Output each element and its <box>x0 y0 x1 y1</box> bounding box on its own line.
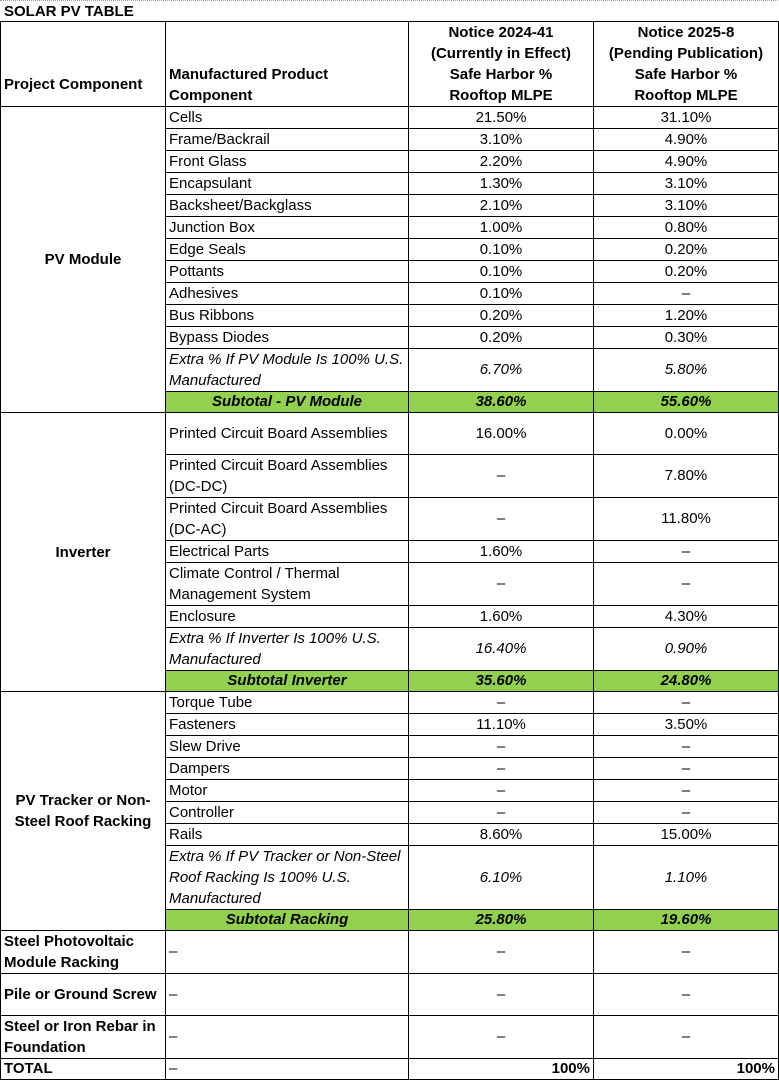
subtotal-value-2024-41: 35.60% <box>409 671 594 692</box>
value-2024-41-cell: 0.10% <box>409 239 594 261</box>
solar-pv-table <box>0 21 779 1080</box>
value-2025-8-cell: 3.10% <box>594 173 779 195</box>
component-cell: Encapsulant <box>166 173 409 195</box>
component-cell: Bus Ribbons <box>166 305 409 327</box>
value-2024-41-cell: 1.60% <box>409 541 594 563</box>
extra-component-cell: Extra % If Inverter Is 100% U.S. Manufactured <box>166 628 409 671</box>
group-name-pv-tracker-or-non-steel-roof-racking: PV Tracker or Non-Steel Roof Racking <box>1 692 166 931</box>
header-row-columns <box>1 64 779 107</box>
table-row <box>1 413 779 455</box>
project-component-header: Project Component <box>1 64 166 107</box>
value-2025-8-cell: – <box>594 692 779 714</box>
col1-scope: Rooftop MLPE <box>449 87 553 104</box>
component-cell: Frame/Backrail <box>166 129 409 151</box>
value-2025-8-cell: 0.00% <box>594 413 779 455</box>
value-2025-8-cell: 3.10% <box>594 195 779 217</box>
value-2025-8-cell: 4.90% <box>594 151 779 173</box>
value-2025-8-cell: 31.10% <box>594 107 779 129</box>
value-2025-8-cell: – <box>594 780 779 802</box>
table-row <box>1 1016 779 1059</box>
component-cell: – <box>166 1016 409 1059</box>
value-2024-41-cell: – <box>409 974 594 1016</box>
component-cell: Adhesives <box>166 283 409 305</box>
table-row <box>1 974 779 1016</box>
value-2024-41-cell: 1.30% <box>409 173 594 195</box>
value-2025-8-cell: 0.30% <box>594 327 779 349</box>
header-blank-project <box>1 22 166 65</box>
value-2025-8-cell: 0.80% <box>594 217 779 239</box>
subtotal-value-2024-41: 25.80% <box>409 910 594 931</box>
component-cell: Printed Circuit Board Assemblies (DC-DC) <box>166 455 409 498</box>
value-2025-8-cell: 1.10% <box>594 846 779 910</box>
subtotal-label: Subtotal Racking <box>166 910 409 931</box>
value-2025-8-cell: 11.80% <box>594 498 779 541</box>
value-2025-8-cell: 0.90% <box>594 628 779 671</box>
subtotal-label: Subtotal Inverter <box>166 671 409 692</box>
component-cell: Climate Control / Thermal Management System <box>166 563 409 606</box>
value-2024-41-cell: – <box>409 1016 594 1059</box>
value-2024-41-cell: – <box>409 455 594 498</box>
col1-metric: Safe Harbor % <box>449 66 553 83</box>
col1-metric-header <box>409 64 594 107</box>
component-cell: Front Glass <box>166 151 409 173</box>
total-label: TOTAL <box>1 1059 166 1080</box>
component-cell: Rails <box>166 824 409 846</box>
value-2024-41-cell: – <box>409 563 594 606</box>
value-2024-41-cell: 2.10% <box>409 195 594 217</box>
value-2025-8-cell: 0.20% <box>594 239 779 261</box>
value-2024-41-cell: 21.50% <box>409 107 594 129</box>
col2-metric: Safe Harbor % <box>634 66 738 83</box>
value-2025-8-cell: – <box>594 541 779 563</box>
manufactured-header-line2: Component <box>169 87 253 104</box>
value-2024-41-cell: – <box>409 498 594 541</box>
value-2024-41-cell: 1.60% <box>409 606 594 628</box>
value-2025-8-cell: – <box>594 758 779 780</box>
component-cell: Bypass Diodes <box>166 327 409 349</box>
component-cell: Enclosure <box>166 606 409 628</box>
value-2024-41-cell: 8.60% <box>409 824 594 846</box>
extra-component-cell: Extra % If PV Module Is 100% U.S. Manufactured <box>166 349 409 392</box>
col2-metric-header <box>594 64 779 107</box>
value-2025-8-cell: – <box>594 563 779 606</box>
manufactured-component-header <box>166 64 409 107</box>
header-blank-component <box>166 22 409 65</box>
group-name-inverter: Inverter <box>1 413 166 692</box>
col1-notice-header <box>409 22 594 65</box>
subtotal-label: Subtotal - PV Module <box>166 392 409 413</box>
col2-notice-header <box>594 22 779 65</box>
value-2025-8-cell: 0.20% <box>594 261 779 283</box>
value-2025-8-cell: – <box>594 802 779 824</box>
component-cell: Slew Drive <box>166 736 409 758</box>
single-project-component: Steel or Iron Rebar in Foundation <box>1 1016 166 1059</box>
value-2025-8-cell: 5.80% <box>594 349 779 392</box>
value-2024-41-cell: 2.20% <box>409 151 594 173</box>
value-2024-41-cell: 16.00% <box>409 413 594 455</box>
total-value-2025-8: 100% <box>594 1059 779 1080</box>
component-cell: Backsheet/Backglass <box>166 195 409 217</box>
value-2024-41-cell: 0.20% <box>409 305 594 327</box>
value-2025-8-cell: 7.80% <box>594 455 779 498</box>
header-row-notice <box>1 22 779 65</box>
col1-notice: Notice 2024-41 <box>448 24 554 41</box>
col1-status: (Currently in Effect) <box>430 45 571 62</box>
value-2025-8-cell: 1.20% <box>594 305 779 327</box>
component-cell: Motor <box>166 780 409 802</box>
value-2025-8-cell: 3.50% <box>594 714 779 736</box>
subtotal-value-2025-8: 24.80% <box>594 671 779 692</box>
subtotal-value-2025-8: 55.60% <box>594 392 779 413</box>
table-row <box>1 692 779 714</box>
value-2024-41-cell: 6.10% <box>409 846 594 910</box>
component-cell: Pottants <box>166 261 409 283</box>
component-cell: Dampers <box>166 758 409 780</box>
table-row <box>1 107 779 129</box>
value-2024-41-cell: 11.10% <box>409 714 594 736</box>
table-row <box>1 931 779 974</box>
value-2024-41-cell: – <box>409 780 594 802</box>
component-cell: Cells <box>166 107 409 129</box>
component-cell: Controller <box>166 802 409 824</box>
component-cell: Junction Box <box>166 217 409 239</box>
component-cell: Torque Tube <box>166 692 409 714</box>
col2-status: (Pending Publication) <box>608 45 764 62</box>
component-cell: – <box>166 931 409 974</box>
value-2025-8-cell: – <box>594 283 779 305</box>
extra-component-cell: Extra % If PV Tracker or Non-Steel Roof Racking Is 100% U.S. Manufactured <box>166 846 409 910</box>
value-2024-41-cell: – <box>409 758 594 780</box>
value-2024-41-cell: 16.40% <box>409 628 594 671</box>
value-2024-41-cell: – <box>409 692 594 714</box>
value-2024-41-cell: – <box>409 802 594 824</box>
group-name-pv-module: PV Module <box>1 107 166 413</box>
single-project-component: Steel Photovoltaic Module Racking <box>1 931 166 974</box>
value-2025-8-cell: 4.30% <box>594 606 779 628</box>
value-2024-41-cell: 0.20% <box>409 327 594 349</box>
component-cell: Edge Seals <box>166 239 409 261</box>
value-2024-41-cell: 0.10% <box>409 283 594 305</box>
subtotal-value-2025-8: 19.60% <box>594 910 779 931</box>
total-row <box>1 1059 779 1080</box>
manufactured-header-line1: Manufactured Product <box>169 66 329 83</box>
col2-scope: Rooftop MLPE <box>634 87 738 104</box>
col2-notice: Notice 2025-8 <box>637 24 735 41</box>
single-project-component: Pile or Ground Screw <box>1 974 166 1016</box>
value-2024-41-cell: 3.10% <box>409 129 594 151</box>
component-cell: Electrical Parts <box>166 541 409 563</box>
value-2025-8-cell: – <box>594 974 779 1016</box>
value-2025-8-cell: – <box>594 931 779 974</box>
table-title: SOLAR PV TABLE <box>0 0 778 21</box>
value-2024-41-cell: – <box>409 931 594 974</box>
component-cell: Fasteners <box>166 714 409 736</box>
value-2025-8-cell: – <box>594 1016 779 1059</box>
value-2024-41-cell: 6.70% <box>409 349 594 392</box>
value-2025-8-cell: 4.90% <box>594 129 779 151</box>
total-component: – <box>166 1059 409 1080</box>
value-2025-8-cell: 15.00% <box>594 824 779 846</box>
value-2024-41-cell: – <box>409 736 594 758</box>
component-cell: – <box>166 974 409 1016</box>
total-value-2024-41: 100% <box>409 1059 594 1080</box>
component-cell: Printed Circuit Board Assemblies (DC-AC) <box>166 498 409 541</box>
value-2025-8-cell: – <box>594 736 779 758</box>
component-cell: Printed Circuit Board Assemblies <box>166 413 409 455</box>
value-2024-41-cell: 0.10% <box>409 261 594 283</box>
subtotal-value-2024-41: 38.60% <box>409 392 594 413</box>
value-2024-41-cell: 1.00% <box>409 217 594 239</box>
